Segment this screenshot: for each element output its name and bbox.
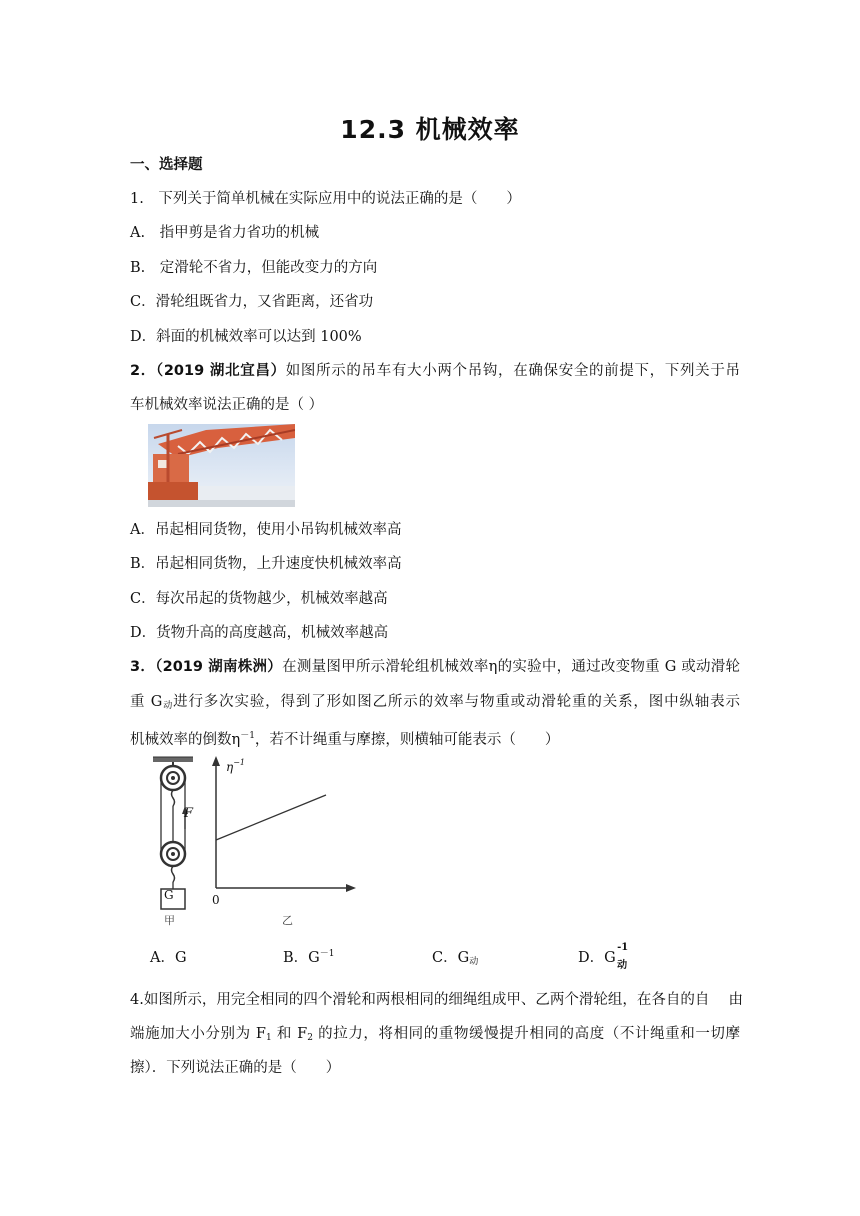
q3-option-d-subscript: 动 xyxy=(617,960,628,971)
q2-option-d: D．货物升高的高度越高，机械效率越高 xyxy=(130,625,389,641)
force-label-f: F xyxy=(184,806,194,821)
crane-photo xyxy=(148,424,295,507)
q4-stem-text: 的拉力，将相同的重物缓慢提升相同的高度（不计绳重和一切摩 xyxy=(312,1026,741,1042)
q3-option-d-g: G xyxy=(604,950,616,966)
q4-stem-line3: 擦）．下列说法正确的是（ ） xyxy=(130,1060,341,1076)
q3-option-d-superscript: -1 xyxy=(617,942,629,953)
q3-option-a: A．G xyxy=(150,950,187,966)
figure-label-jia: 甲 xyxy=(164,914,175,927)
q3-stem-text: 在测量图甲所示滑轮组机械效率η的实验中，通过改变物重 G 或动滑轮 xyxy=(282,659,740,675)
q4-f1-subscript: 1 xyxy=(265,1033,272,1043)
q3-option-b-superscript: －1 xyxy=(319,949,335,959)
q3-option-d-text: D． xyxy=(578,950,605,966)
q2-source: （2019 湖北宜昌） xyxy=(155,363,286,379)
q3-option-c-subscript: 动 xyxy=(469,957,479,967)
q2-number: 2． xyxy=(130,363,156,379)
q4-stem-line2 xyxy=(130,1024,740,1048)
q3-option-c xyxy=(432,946,478,967)
q3-option-b xyxy=(283,946,334,967)
q2-option-c: C．每次吊起的货物越少，机械效率越高 xyxy=(130,591,388,607)
q1-option-d: D．斜面的机械效率可以达到 100% xyxy=(130,329,362,345)
graph-origin: 0 xyxy=(212,893,220,907)
figure-label-yi: 乙 xyxy=(282,914,293,927)
q3-option-c-text: C．G xyxy=(432,950,470,966)
q4-f2-text: 和 F xyxy=(271,1026,308,1042)
q3-stem-line2 xyxy=(130,692,740,716)
q2-stem-line2: 车机械效率说法正确的是（ ） xyxy=(130,397,324,413)
q2-stem-line1 xyxy=(130,361,740,381)
q4-f1-text: 端施加大小分别为 F xyxy=(130,1026,266,1042)
q1-stem: 1. 下列关于简单机械在实际应用中的说法正确的是（ ） xyxy=(130,191,521,207)
q3-g-subscript: 动 xyxy=(162,701,174,711)
axis-label-eta xyxy=(226,758,245,774)
q2-option-a: A．吊起相同货物，使用小吊钩机械效率高 xyxy=(130,522,402,538)
efficiency-graph xyxy=(208,756,358,896)
q3-source: （2019 湖南株洲） xyxy=(155,659,283,675)
pulley-diagram xyxy=(148,754,208,929)
q4-stem-line1: 4.如图所示，用完全相同的四个滑轮和两根相同的细绳组成甲、乙两个滑轮组，在各自的自 由 xyxy=(130,992,743,1008)
eta-superscript: −1 xyxy=(233,758,245,767)
eta-symbol: η xyxy=(226,760,234,774)
q3-stem-text3: ，若不计绳重与摩擦，则横轴可能表示（ ） xyxy=(254,732,560,748)
q3-eta-text: 机械效率的倒数η xyxy=(130,732,241,748)
q3-number: 3． xyxy=(130,659,156,675)
q3-stem-line3 xyxy=(130,726,740,750)
page-title: 12.3 机械效率 xyxy=(340,115,520,144)
q3-eta-superscript: －1 xyxy=(240,731,255,741)
q3-option-b-text: B．G xyxy=(283,950,320,966)
q3-stem-text2: 进行多次实验，得到了形如图乙所示的效率与物重或动滑轮重的关系，图中纵轴表示 xyxy=(173,694,740,710)
q2-option-b: B．吊起相同货物，上升速度快机械效率高 xyxy=(130,556,402,572)
q2-stem-text: 如图所示的吊车有大小两个吊钩，在确保安全的前提下，下列关于吊 xyxy=(285,363,741,379)
q1-option-c: C．滑轮组既省力，又省距离，还省功 xyxy=(130,294,374,310)
section-heading: 一、选择题 xyxy=(130,157,203,173)
q1-option-a: A. 指甲剪是省力省功的机械 xyxy=(130,225,320,241)
q3-option-d xyxy=(578,942,632,971)
q3-stem-line1 xyxy=(130,657,740,677)
q3-option-d-formula xyxy=(604,942,632,971)
q3-g-symbol: 重 G xyxy=(130,694,163,710)
weight-label-g: G xyxy=(164,888,174,902)
q4-f2-subscript: 2 xyxy=(307,1033,313,1043)
q1-option-b: B. 定滑轮不省力，但能改变力的方向 xyxy=(130,260,378,276)
